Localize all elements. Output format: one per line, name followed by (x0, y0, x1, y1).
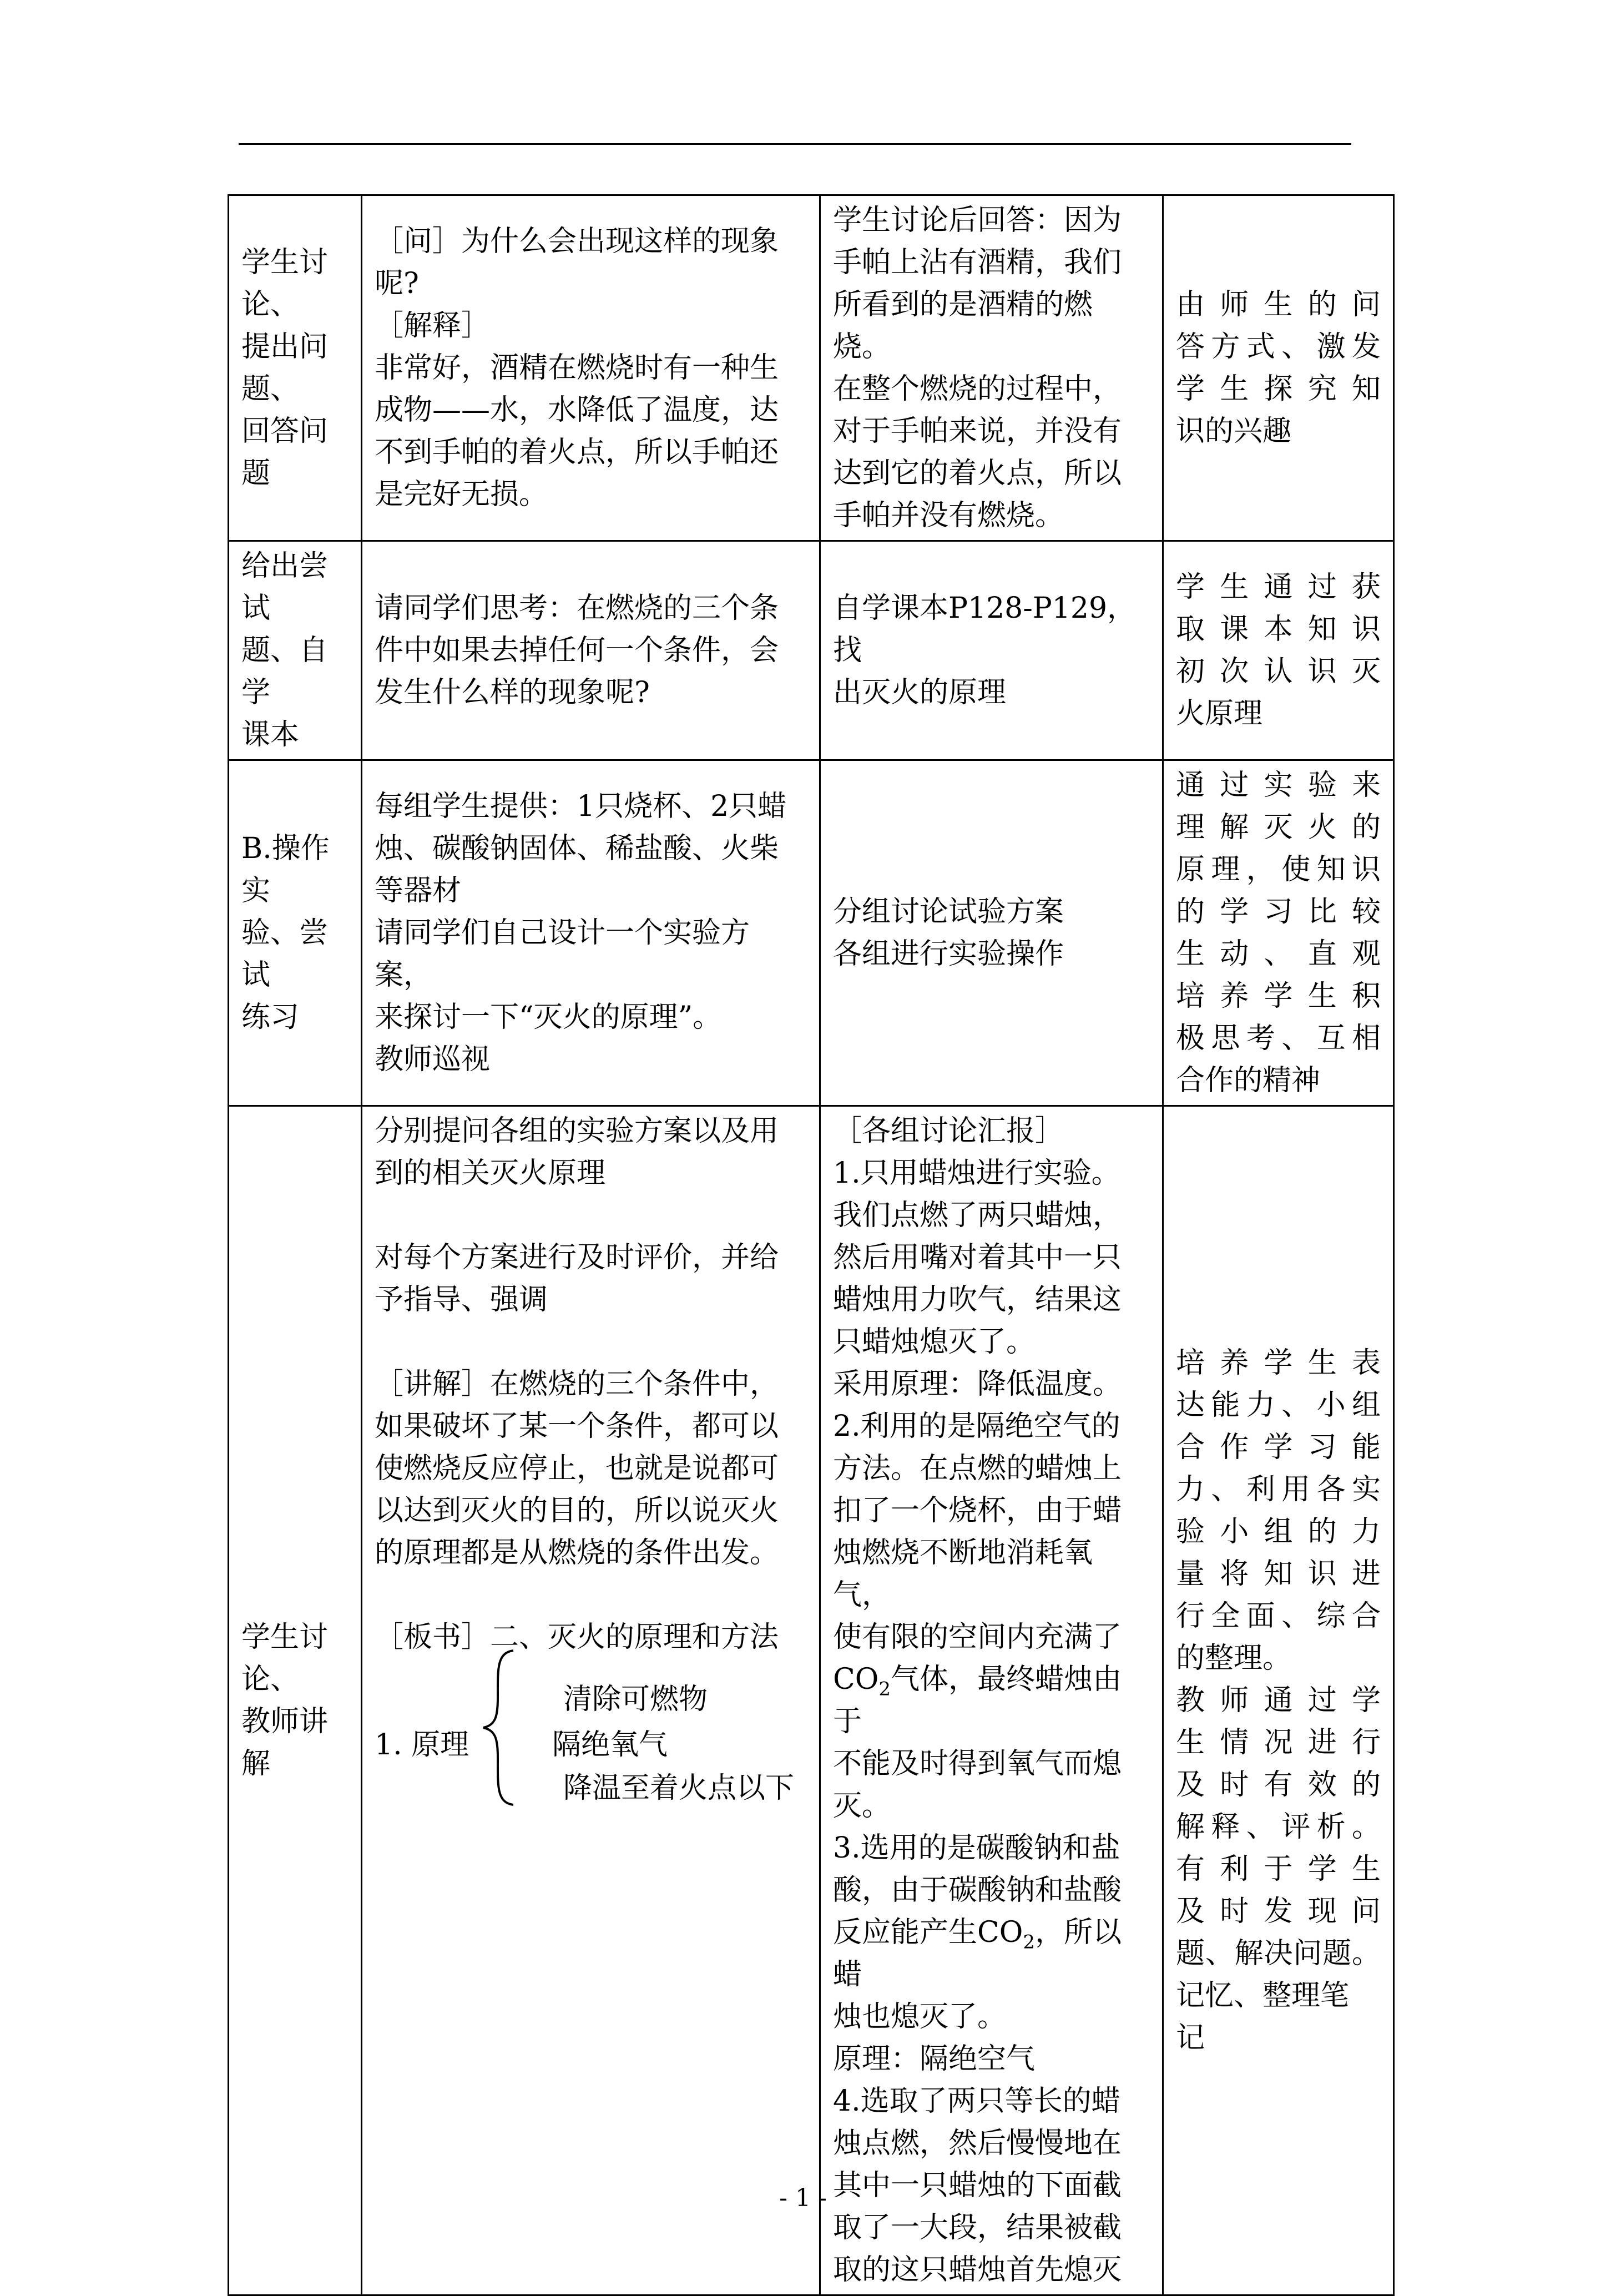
intent-line: 学生通过获 (1176, 571, 1381, 604)
co2-tail: ，所以蜡 (833, 1916, 1122, 1991)
student-activity-cell (820, 1106, 1163, 2295)
student-line: 扣了一个烧杯，由于蜡 (833, 1494, 1122, 1527)
intent-line: 及时发现问 (1176, 1895, 1381, 1928)
student-line: 灭。 (833, 1789, 891, 1823)
student-line: 分组讨论试验方案 (833, 895, 1064, 929)
intent-line: 记忆、整理笔 (1176, 1979, 1350, 2012)
student-line: 方法。在点燃的蜡烛上 (833, 1452, 1122, 1485)
teacher-line: 来探讨一下“灭火的原理”。 (375, 1001, 722, 1034)
phase-line: 提出问题、 (241, 330, 329, 406)
intent-line: 培养学生积 (1176, 980, 1381, 1013)
student-line: 4.选取了两只等长的蜡 (833, 2085, 1120, 2118)
phase-line: 回答问题 (241, 415, 329, 490)
phase-cell (229, 195, 362, 541)
co2-text: CO (833, 1663, 879, 1696)
teacher-line: 成物——水，水降低了温度，达 (375, 393, 779, 427)
intent-line: 取课本知识 (1176, 613, 1381, 646)
teacher-line: 发生什么样的现象呢? (375, 676, 650, 709)
student-line: 烛点燃，然后慢慢地在 (833, 2127, 1122, 2160)
intent-line: 达能力、小组 (1176, 1389, 1381, 1422)
intent-line: 有利于学生 (1176, 1853, 1381, 1886)
table-row (229, 760, 1394, 1106)
teacher-activity-cell (362, 760, 820, 1106)
phase-line: 课本 (241, 718, 300, 751)
student-line: 2.利用的是隔绝空气的 (833, 1410, 1120, 1443)
phase-line: 学生讨论、 (241, 246, 329, 321)
teacher-line: ［讲解］在燃烧的三个条件中， (375, 1367, 779, 1401)
intent-line: 火原理 (1176, 697, 1263, 730)
teacher-line: 予指导、强调 (375, 1283, 548, 1316)
teacher-line: 是完好无损。 (375, 478, 548, 511)
phase-line: 教师讲解 (241, 1705, 329, 1780)
student-activity-cell (820, 760, 1163, 1106)
principle-label: 1. 原理 (375, 1728, 469, 1762)
intent-line: 初次认识灭 (1176, 655, 1381, 688)
teacher-line: 到的相关灭火原理 (375, 1157, 606, 1190)
student-line: 然后用嘴对着其中一只 (833, 1241, 1122, 1274)
intent-line: 培养学生表 (1176, 1346, 1381, 1380)
student-line: 3.选用的是碳酸钠和盐 (833, 1831, 1120, 1865)
phase-cell (229, 1106, 362, 2295)
student-line: 出灭火的原理 (833, 676, 1007, 709)
student-line: 其中一只蜡烛的下面截 (833, 2169, 1122, 2202)
phase-line: 给出尝试 (241, 549, 329, 625)
intent-line: 的整理。 (1176, 1642, 1292, 1675)
phase-line: B.操作实 (241, 832, 330, 907)
table-row (229, 1106, 1394, 2295)
teacher-activity-cell (362, 1106, 820, 2295)
student-line: 只蜡烛熄灭了。 (833, 1325, 1036, 1359)
intent-line: 题、解决问题。 (1176, 1937, 1381, 1970)
principle-item: 降温至着火点以下 (563, 1772, 795, 1805)
student-line-co2 (833, 1658, 1150, 1743)
teacher-line: 以达到灭火的目的，所以说灭火 (375, 1494, 779, 1527)
teacher-line: 的原理都是从燃烧的条件出发。 (375, 1536, 779, 1570)
teacher-line: 每组学生提供：1只烧杯、2只蜡 (375, 790, 787, 823)
teacher-line: 不到手帕的着火点，所以手帕还 (375, 436, 779, 469)
student-line: 蜡烛用力吹气，结果这 (833, 1283, 1122, 1316)
student-line: ［各组讨论汇报］ (833, 1114, 1064, 1148)
intent-line: 力、利用各实 (1176, 1473, 1381, 1506)
header-rule (239, 143, 1351, 145)
teacher-line: 对每个方案进行及时评价，并给 (375, 1241, 779, 1274)
student-line: 手帕并没有燃烧。 (833, 499, 1064, 532)
student-line: 取了一大段，结果被截 (833, 2211, 1122, 2244)
student-line: 达到它的着火点，所以 (833, 457, 1122, 490)
teacher-line: ［解释］ (375, 309, 491, 342)
intent-line: 的学习比较 (1176, 895, 1381, 929)
phase-line: 练习 (241, 1001, 300, 1034)
intent-line: 量将知识进 (1176, 1557, 1381, 1591)
student-line: 采用原理：降低温度。 (833, 1367, 1122, 1401)
intent-line: 理解灭火的 (1176, 811, 1381, 844)
intent-line: 生情况进行 (1176, 1726, 1381, 1759)
design-intent-cell (1163, 541, 1394, 760)
teacher-line: ［问］为什么会出现这样的现象 (375, 225, 779, 258)
teacher-line: 请同学们自己设计一个实验方案， (375, 916, 750, 992)
student-line: 取的这只蜡烛首先熄灭 (833, 2253, 1122, 2287)
phase-line: 题、自学 (241, 634, 329, 709)
teacher-line: 请同学们思考：在燃烧的三个条 (375, 592, 779, 625)
teacher-activity-cell (362, 195, 820, 541)
lesson-plan-table (228, 194, 1395, 2296)
intent-line: 识的兴趣 (1176, 415, 1292, 448)
intent-line: 合作的精神 (1176, 1064, 1321, 1097)
student-line: 1.只用蜡烛进行实验。 (833, 1157, 1120, 1190)
design-intent-cell (1163, 1106, 1394, 2295)
intent-line: 原理，使知识 (1176, 853, 1381, 886)
student-line: 学生讨论后回答：因为 (833, 204, 1122, 237)
teacher-activity-cell (362, 541, 820, 760)
intent-line: 及时有效的 (1176, 1768, 1381, 1802)
intent-line: 学生探究知 (1176, 372, 1381, 406)
subscript-2: 2 (1023, 1931, 1036, 1954)
student-line: 使有限的空间内充满了 (833, 1621, 1122, 1654)
principle-item: 清除可燃物 (563, 1683, 708, 1716)
page-number: - 1 - (779, 2184, 827, 2212)
table-row (229, 195, 1394, 541)
intent-line: 由师生的问 (1176, 288, 1381, 321)
teacher-line: 非常好，酒精在燃烧时有一种生 (375, 351, 779, 385)
intent-line: 生动、直观 (1176, 937, 1381, 971)
student-line: 我们点燃了两只蜡烛， (833, 1199, 1122, 1232)
left-brace-icon (480, 1647, 519, 1808)
intent-line: 解释、评析。 (1176, 1810, 1381, 1844)
student-activity-cell (820, 541, 1163, 760)
phase-cell (229, 760, 362, 1106)
teacher-line: 教师巡视 (375, 1043, 491, 1076)
teacher-line: 使燃烧反应停止，也就是说都可 (375, 1452, 779, 1485)
design-intent-cell (1163, 195, 1394, 541)
student-line: 对于手帕来说，并没有 (833, 415, 1122, 448)
intent-line: 通过实验来 (1176, 769, 1381, 802)
table-row (229, 541, 1394, 760)
intent-line: 行全面、综合 (1176, 1599, 1381, 1633)
phase-cell (229, 541, 362, 760)
student-line: 烛燃烧不断地消耗氧气， (833, 1536, 1093, 1612)
intent-line: 答方式、激发 (1176, 330, 1381, 364)
blackboard-heading: ［板书］二、灭火的原理和方法 (375, 1621, 779, 1654)
intent-line: 极思考、互相 (1176, 1022, 1381, 1055)
teacher-line: 呢? (375, 267, 419, 300)
teacher-line: 分别提问各组的实验方案以及用 (375, 1114, 779, 1148)
teacher-line: 烛、碳酸钠固体、稀盐酸、火柴 (375, 832, 779, 865)
principle-item: 隔绝氧气 (552, 1728, 668, 1762)
teacher-line: 件中如果去掉任何一个条件，会 (375, 634, 779, 667)
intent-line: 合作学习能 (1176, 1431, 1381, 1464)
intent-line: 验小组的力 (1176, 1515, 1381, 1548)
student-line: 手帕上沾有酒精，我们 (833, 246, 1122, 279)
student-line: 在整个燃烧的过程中， (833, 372, 1122, 406)
student-line: 原理：隔绝空气 (833, 2042, 1036, 2076)
student-line: 酸，由于碳酸钠和盐酸 (833, 1874, 1122, 1907)
student-line-co2 (833, 1911, 1150, 1996)
design-intent-cell (1163, 760, 1394, 1106)
student-activity-cell (820, 195, 1163, 541)
student-line: 自学课本P128-P129，找 (833, 592, 1137, 667)
intent-line: 记 (1176, 2021, 1205, 2055)
student-line: 不能及时得到氧气而熄 (833, 1747, 1122, 1780)
co2-text: 反应能产生CO (833, 1916, 1023, 1949)
principle-brace-block (375, 1658, 807, 1805)
student-line: 烛也熄灭了。 (833, 2000, 1007, 2033)
phase-line: 验、尝试 (241, 916, 329, 992)
phase-line: 学生讨论、 (241, 1621, 329, 1696)
student-line: 所看到的是酒精的燃烧。 (833, 288, 1093, 364)
student-line: 各组进行实验操作 (833, 937, 1064, 971)
teacher-line: 如果破坏了某一个条件，都可以 (375, 1410, 779, 1443)
teacher-line: 等器材 (375, 874, 462, 907)
co2-tail: 气体，最终蜡烛由于 (833, 1663, 1122, 1738)
subscript-2: 2 (878, 1678, 891, 1700)
intent-line: 教师通过学 (1176, 1684, 1381, 1717)
